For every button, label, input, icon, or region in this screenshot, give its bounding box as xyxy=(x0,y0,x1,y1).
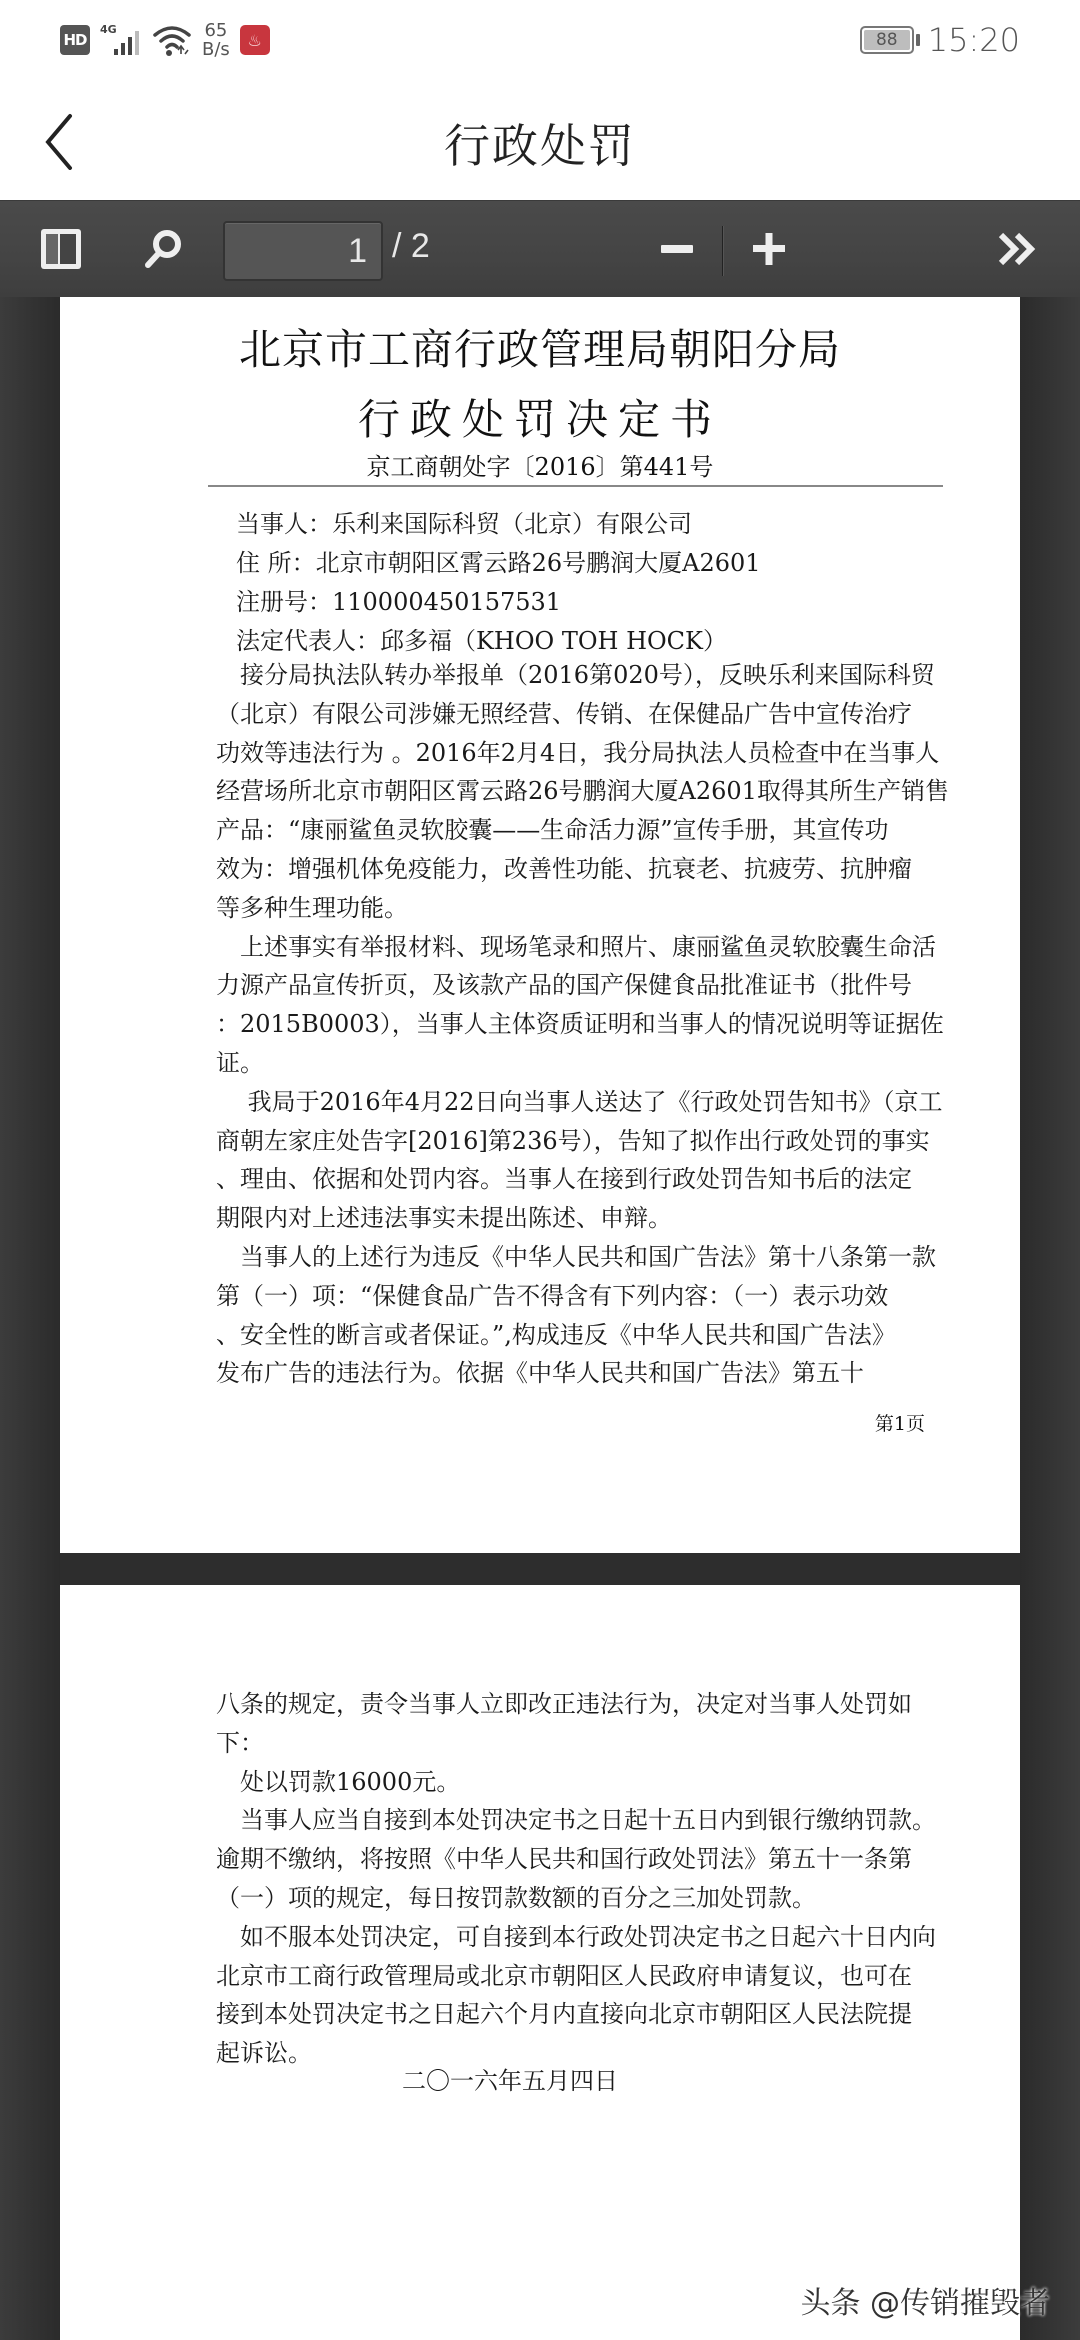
battery-level: 88 xyxy=(864,30,910,50)
pdf-toolbar xyxy=(0,200,1080,297)
hd-voice-icon: HD xyxy=(60,25,90,55)
text-line: （北京）有限公司涉嫌无照经营、传销、在保健品广告中宣传治疗 xyxy=(216,699,912,728)
viewer-margin-right xyxy=(1020,297,1080,2340)
field-registration-number: 注册号：110000450157531 xyxy=(236,588,562,616)
cellular-signal-icon xyxy=(100,23,142,57)
field-legal-representative: 法定代表人：邱多福（KHOO TOH HOCK） xyxy=(236,627,727,655)
text-line: 、安全性的断言或者保证。”,构成违反《中华人民共和国广告法》 xyxy=(216,1320,896,1349)
app-notification-icon: ♨ xyxy=(240,25,270,55)
page-title: 行政处罚 xyxy=(444,119,636,173)
text-line: 证。 xyxy=(216,1048,264,1077)
page-total: / 2 xyxy=(392,227,430,265)
text-line: 下： xyxy=(216,1728,264,1757)
text-line: 发布广告的违法行为。依据《中华人民共和国广告法》第五十 xyxy=(216,1359,864,1388)
text-line: 如不服本处罚决定，可自接到本行政处罚决定书之日起六十日内向 xyxy=(216,1922,936,1951)
text-line: 功效等违法行为 。2016年2月4日，我分局执法人员检查中在当事人 xyxy=(216,738,940,767)
text-line: （一）项的规定，每日按罚款数额的百分之三加处罚款。 xyxy=(216,1883,816,1912)
signal-bar xyxy=(114,49,118,55)
more-tools-button[interactable] xyxy=(994,221,1044,277)
text-line: 力源产品宣传折页，及该款产品的国产保健食品批准证书（批件号 xyxy=(216,971,912,1000)
text-line: 等多种生理功能。 xyxy=(216,893,408,922)
text-line: 接分局执法队转办举报单（2016第020号），反映乐利来国际科贸 xyxy=(216,661,935,689)
status-left xyxy=(60,18,270,62)
status-bar xyxy=(0,0,1080,80)
minus-icon xyxy=(659,243,695,255)
text-line: ：2015B0003），当事人主体资质证明和当事人的情况说明等证据佐 xyxy=(216,1010,944,1039)
pdf-page-1 xyxy=(60,297,1020,1553)
pdf-viewer[interactable] xyxy=(0,297,1080,2340)
text-line: 商朝左家庄处告字[2016]第236号），告知了拟作出行政处罚的事实 xyxy=(216,1126,930,1155)
zoom-in-button[interactable] xyxy=(744,221,794,277)
viewer-margin-left xyxy=(0,297,60,2340)
network-type-label: 4G xyxy=(100,23,117,36)
text-line: 接到本处罚决定书之日起六个月内直接向北京市朝阳区人民法院提 xyxy=(216,2000,912,2029)
page2-body xyxy=(216,1685,1002,2073)
app-header xyxy=(0,80,1080,200)
search-icon xyxy=(141,227,185,271)
text-line: 第（一）项：“保健食品广告不得含有下列内容：（一）表示功效 xyxy=(216,1281,889,1310)
signal-bar xyxy=(128,37,132,55)
speed-value: 65 xyxy=(204,20,228,41)
document-type: 行政处罚决定书 xyxy=(357,395,722,444)
status-right xyxy=(860,18,1020,62)
text-line: 经营场所北京市朝阳区霄云路26号鹏润大厦A2601取得其所生产销售 xyxy=(216,777,949,806)
toolbar-divider xyxy=(722,226,724,276)
field-address: 住 所：北京市朝阳区霄云路26号鹏润大厦A2601 xyxy=(236,549,761,577)
wifi-icon xyxy=(152,23,192,57)
text-line: 产品：“康丽鲨鱼灵软胶囊——生命活力源”宣传手册，其宣传功 xyxy=(216,816,889,845)
document-number: 京工商朝处字〔2016〕第441号 xyxy=(366,453,714,481)
sidebar-icon xyxy=(39,227,83,271)
text-line: 起诉讼。 xyxy=(216,2039,312,2068)
text-line: 当事人应当自接到本处罚决定书之日起十五日内到银行缴纳罚款。 xyxy=(216,1806,936,1835)
text-line: 北京市工商行政管理局或北京市朝阳区人民政府申请复议，也可在 xyxy=(216,1961,912,1990)
battery-icon xyxy=(860,26,914,54)
document-issuer: 北京市工商行政管理局朝阳分局 xyxy=(238,325,841,374)
signal-bar xyxy=(121,43,125,55)
plus-icon xyxy=(751,231,787,267)
text-line: 期限内对上述违法事实未提出陈述、申辩。 xyxy=(216,1204,672,1233)
double-chevron-right-icon xyxy=(997,231,1041,267)
page-number-input[interactable]: 1 xyxy=(223,221,383,281)
signal-bar xyxy=(135,31,139,55)
decision-date: 二〇一六年五月四日 xyxy=(402,2067,618,2095)
text-line: 八条的规定，责令当事人立即改正违法行为，决定对当事人处罚如 xyxy=(216,1690,912,1718)
battery-tip xyxy=(916,34,920,46)
search-button[interactable] xyxy=(138,221,188,277)
watermark: 头条 @传销摧毁者 xyxy=(800,2286,1050,2321)
page1-body xyxy=(216,656,1002,1393)
text-line: 上述事实有举报材料、现场笔录和照片、康丽鲨鱼灵软胶囊生命活 xyxy=(216,932,936,961)
text-line: 我局于2016年4月22日向当事人送达了《行政处罚告知书》（京工 xyxy=(216,1087,943,1116)
text-line: 逾期不缴纳，将按照《中华人民共和国行政处罚法》第五十一条第 xyxy=(216,1845,912,1874)
text-line: 、理由、依据和处罚内容。当事人在接到行政处罚告知书后的法定 xyxy=(216,1165,912,1194)
field-party: 当事人：乐利来国际科贸（北京）有限公司 xyxy=(236,510,692,538)
clock: 15:20 xyxy=(927,21,1020,59)
text-line: 效为：增强机体免疫能力，改善性功能、抗衰老、抗疲劳、抗肿瘤 xyxy=(216,854,912,883)
network-speed xyxy=(202,21,230,59)
page-number-footer: 第1页 xyxy=(874,1413,925,1435)
text-line: 当事人的上述行为违反《中华人民共和国广告法》第十八条第一款 xyxy=(216,1242,936,1271)
header-rule xyxy=(208,485,943,487)
text-line: 处以罚款16000元。 xyxy=(216,1767,461,1796)
speed-unit: B/s xyxy=(202,39,230,60)
zoom-out-button[interactable] xyxy=(652,221,702,277)
pdf-page-2 xyxy=(60,1585,1020,2340)
sidebar-toggle-button[interactable] xyxy=(36,221,86,277)
